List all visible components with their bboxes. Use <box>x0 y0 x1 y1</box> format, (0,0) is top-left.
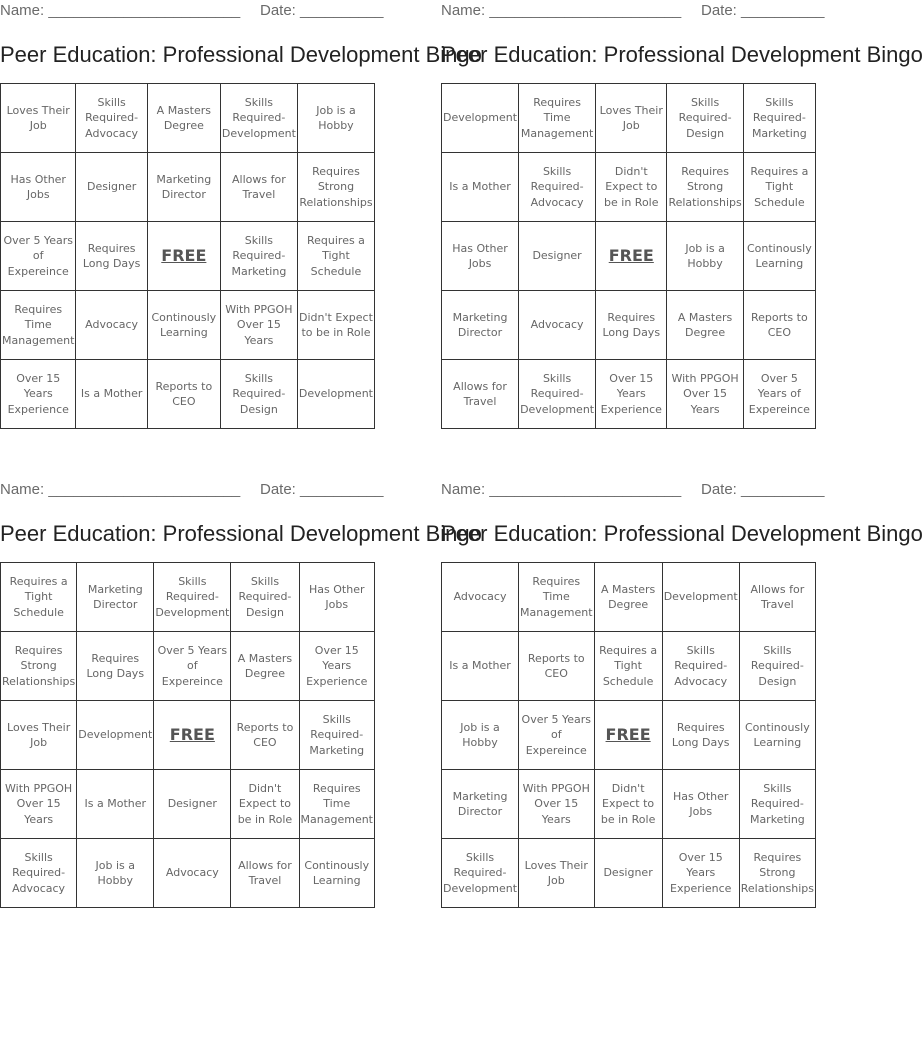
bingo-cell[interactable]: Development <box>297 360 374 429</box>
name-field[interactable]: Name: _______________________ <box>441 2 682 19</box>
bingo-cell[interactable]: Skills Required-Advocacy <box>519 153 596 222</box>
bingo-cell[interactable]: Is a Mother <box>442 153 519 222</box>
bingo-cell[interactable]: Reports to CEO <box>743 291 815 360</box>
free-space[interactable]: FREE <box>154 701 231 770</box>
bingo-cell[interactable]: Skills Required-Advocacy <box>662 632 739 701</box>
bingo-cell[interactable]: Advocacy <box>442 563 519 632</box>
bingo-cell[interactable]: Over 15 Years Experience <box>662 839 739 908</box>
bingo-cell[interactable]: Continously Learning <box>147 291 220 360</box>
bingo-cell[interactable]: Skills Required-Marketing <box>739 770 815 839</box>
date-field[interactable]: Date: __________ <box>260 481 384 498</box>
date-field[interactable]: Date: __________ <box>701 481 825 498</box>
bingo-cell[interactable]: Requires Strong Relationships <box>1 632 77 701</box>
bingo-cell[interactable]: Over 5 Years of Expereince <box>743 360 815 429</box>
bingo-cell[interactable]: Marketing Director <box>77 563 154 632</box>
bingo-grid <box>441 83 816 429</box>
bingo-cell[interactable]: A Masters Degree <box>667 291 743 360</box>
bingo-cell[interactable]: Advocacy <box>519 291 596 360</box>
bingo-cell[interactable]: Has Other Jobs <box>299 563 374 632</box>
grid-row <box>442 563 816 632</box>
bingo-cell[interactable]: Has Other Jobs <box>442 222 519 291</box>
bingo-cell[interactable]: Advocacy <box>76 291 147 360</box>
card-title: Peer Education: Professional Development Bingo <box>0 521 482 546</box>
grid-row <box>442 770 816 839</box>
name-date-header <box>441 479 825 501</box>
name-date-header <box>0 479 384 501</box>
bingo-cell[interactable]: Requires Long Days <box>76 222 147 291</box>
bingo-cell[interactable]: Is a Mother <box>77 770 154 839</box>
bingo-cell[interactable]: Reports to CEO <box>147 360 220 429</box>
bingo-cell[interactable]: Requires a Tight Schedule <box>594 632 662 701</box>
bingo-cell[interactable]: Marketing Director <box>442 291 519 360</box>
grid-row <box>1 563 375 632</box>
bingo-cell[interactable]: Didn't Expect to be in Role <box>596 153 667 222</box>
bingo-cell[interactable]: Skills Required-Development <box>220 84 297 153</box>
bingo-cell[interactable]: Skills Required-Development <box>442 839 519 908</box>
bingo-cell[interactable]: Designer <box>76 153 147 222</box>
grid-row <box>1 701 375 770</box>
bingo-cell[interactable]: Over 5 Years of Expereince <box>1 222 76 291</box>
bingo-cell[interactable]: With PPGOH Over 15 Years <box>1 770 77 839</box>
grid-row <box>442 632 816 701</box>
bingo-grid <box>0 562 375 908</box>
bingo-cell[interactable]: Over 5 Years of Expereince <box>154 632 231 701</box>
bingo-cell[interactable]: Designer <box>594 839 662 908</box>
bingo-cell[interactable]: Continously Learning <box>299 839 374 908</box>
bingo-cell[interactable]: Loves Their Job <box>596 84 667 153</box>
bingo-cell[interactable]: Over 15 Years Experience <box>1 360 76 429</box>
bingo-cell[interactable]: Allows for Travel <box>231 839 299 908</box>
bingo-cell[interactable]: Skills Required-Marketing <box>299 701 374 770</box>
bingo-cell[interactable]: Allows for Travel <box>739 563 815 632</box>
grid-row <box>442 222 816 291</box>
grid-row <box>442 291 816 360</box>
bingo-cell[interactable]: Designer <box>154 770 231 839</box>
bingo-cell[interactable]: Over 5 Years of Expereince <box>519 701 594 770</box>
free-space[interactable]: FREE <box>147 222 220 291</box>
grid-row <box>1 632 375 701</box>
name-field[interactable]: Name: _______________________ <box>0 2 241 19</box>
date-field[interactable]: Date: __________ <box>701 2 825 19</box>
bingo-cell[interactable]: Development <box>77 701 154 770</box>
bingo-cell[interactable]: A Masters Degree <box>147 84 220 153</box>
grid-row <box>442 84 816 153</box>
bingo-cell[interactable]: Skills Required-Development <box>154 563 231 632</box>
name-date-header <box>0 0 384 22</box>
bingo-cell[interactable]: Continously Learning <box>743 222 815 291</box>
bingo-cell[interactable]: With PPGOH Over 15 Years <box>519 770 594 839</box>
bingo-cell[interactable]: Over 15 Years Experience <box>299 632 374 701</box>
grid-row <box>1 222 375 291</box>
bingo-cell[interactable]: Requires a Tight Schedule <box>1 563 77 632</box>
bingo-cell[interactable]: Loves Their Job <box>1 84 76 153</box>
bingo-cell[interactable]: Has Other Jobs <box>1 153 76 222</box>
grid-row <box>442 701 816 770</box>
bingo-cell[interactable]: Is a Mother <box>76 360 147 429</box>
bingo-grid <box>0 83 375 429</box>
bingo-cell[interactable]: Loves Their Job <box>1 701 77 770</box>
grid-row <box>442 360 816 429</box>
bingo-cell[interactable]: Marketing Director <box>147 153 220 222</box>
date-field[interactable]: Date: __________ <box>260 2 384 19</box>
bingo-cell[interactable]: Didn't Expect to be in Role <box>297 291 374 360</box>
bingo-cell[interactable]: Skills Required-Design <box>231 563 299 632</box>
bingo-cell[interactable]: With PPGOH Over 15 Years <box>667 360 743 429</box>
grid-row <box>442 839 816 908</box>
grid-row <box>1 84 375 153</box>
bingo-grid <box>441 562 816 908</box>
bingo-cell[interactable]: Requires Time Management <box>299 770 374 839</box>
card-title: Peer Education: Professional Development Bingo <box>0 42 482 67</box>
bingo-cell[interactable]: Requires a Tight Schedule <box>743 153 815 222</box>
bingo-cell[interactable]: Skills Required-Development <box>519 360 596 429</box>
bingo-cell[interactable]: Skills Required-Design <box>667 84 743 153</box>
bingo-cell[interactable]: Didn't Expect to be in Role <box>231 770 299 839</box>
bingo-cell[interactable]: Requires Time Management <box>1 291 76 360</box>
bingo-cell[interactable]: With PPGOH Over 15 Years <box>220 291 297 360</box>
card-title: Peer Education: Professional Development Bingo <box>441 42 923 67</box>
bingo-cell[interactable]: Requires Strong Relationships <box>297 153 374 222</box>
bingo-card-2 <box>441 0 923 416</box>
bingo-cell[interactable]: A Masters Degree <box>594 563 662 632</box>
bingo-cell[interactable]: Has Other Jobs <box>662 770 739 839</box>
bingo-cell[interactable]: Is a Mother <box>442 632 519 701</box>
bingo-cell[interactable]: Requires Strong Relationships <box>667 153 743 222</box>
bingo-cell[interactable]: Reports to CEO <box>519 632 594 701</box>
name-field[interactable]: Name: _______________________ <box>0 481 241 498</box>
grid-row <box>1 153 375 222</box>
bingo-cell[interactable]: Skills Required-Marketing <box>220 222 297 291</box>
bingo-cell[interactable]: Designer <box>519 222 596 291</box>
bingo-card-1 <box>0 0 482 416</box>
free-space[interactable]: FREE <box>596 222 667 291</box>
bingo-cell[interactable]: Over 15 Years Experience <box>596 360 667 429</box>
bingo-cell[interactable]: Requires Time Management <box>519 84 596 153</box>
bingo-cell[interactable]: Allows for Travel <box>220 153 297 222</box>
name-field[interactable]: Name: _______________________ <box>441 481 682 498</box>
bingo-cell[interactable]: Job is a Hobby <box>667 222 743 291</box>
free-space[interactable]: FREE <box>594 701 662 770</box>
bingo-cell[interactable]: Requires Strong Relationships <box>739 839 815 908</box>
bingo-cell[interactable]: Skills Required-Design <box>739 632 815 701</box>
bingo-cell[interactable]: Requires Long Days <box>596 291 667 360</box>
bingo-card-3 <box>0 479 482 895</box>
grid-row <box>1 291 375 360</box>
grid-row <box>442 153 816 222</box>
bingo-cell[interactable]: Allows for Travel <box>442 360 519 429</box>
bingo-cell[interactable]: A Masters Degree <box>231 632 299 701</box>
grid-row <box>1 360 375 429</box>
grid-row <box>1 770 375 839</box>
bingo-cell[interactable]: Job is a Hobby <box>297 84 374 153</box>
bingo-cell[interactable]: Job is a Hobby <box>442 701 519 770</box>
bingo-cell[interactable]: Marketing Director <box>442 770 519 839</box>
bingo-cell[interactable]: Requires Time Management <box>519 563 594 632</box>
bingo-cell[interactable]: Development <box>662 563 739 632</box>
bingo-cell[interactable]: Loves Their Job <box>519 839 594 908</box>
bingo-cell[interactable]: Skills Required-Advocacy <box>76 84 147 153</box>
bingo-cell[interactable]: Skills Required-Design <box>220 360 297 429</box>
bingo-cell[interactable]: Requires a Tight Schedule <box>297 222 374 291</box>
bingo-cell[interactable]: Skills Required-Marketing <box>743 84 815 153</box>
grid-row <box>1 839 375 908</box>
bingo-cell[interactable]: Development <box>442 84 519 153</box>
bingo-cell[interactable]: Didn't Expect to be in Role <box>594 770 662 839</box>
bingo-cell[interactable]: Skills Required-Advocacy <box>1 839 77 908</box>
card-title: Peer Education: Professional Development Bingo <box>441 521 923 546</box>
name-date-header <box>441 0 825 22</box>
bingo-cell[interactable]: Job is a Hobby <box>77 839 154 908</box>
bingo-cell[interactable]: Reports to CEO <box>231 701 299 770</box>
bingo-card-4 <box>441 479 923 895</box>
bingo-cell[interactable]: Requires Long Days <box>662 701 739 770</box>
bingo-cell[interactable]: Advocacy <box>154 839 231 908</box>
bingo-cell[interactable]: Requires Long Days <box>77 632 154 701</box>
bingo-cell[interactable]: Continously Learning <box>739 701 815 770</box>
